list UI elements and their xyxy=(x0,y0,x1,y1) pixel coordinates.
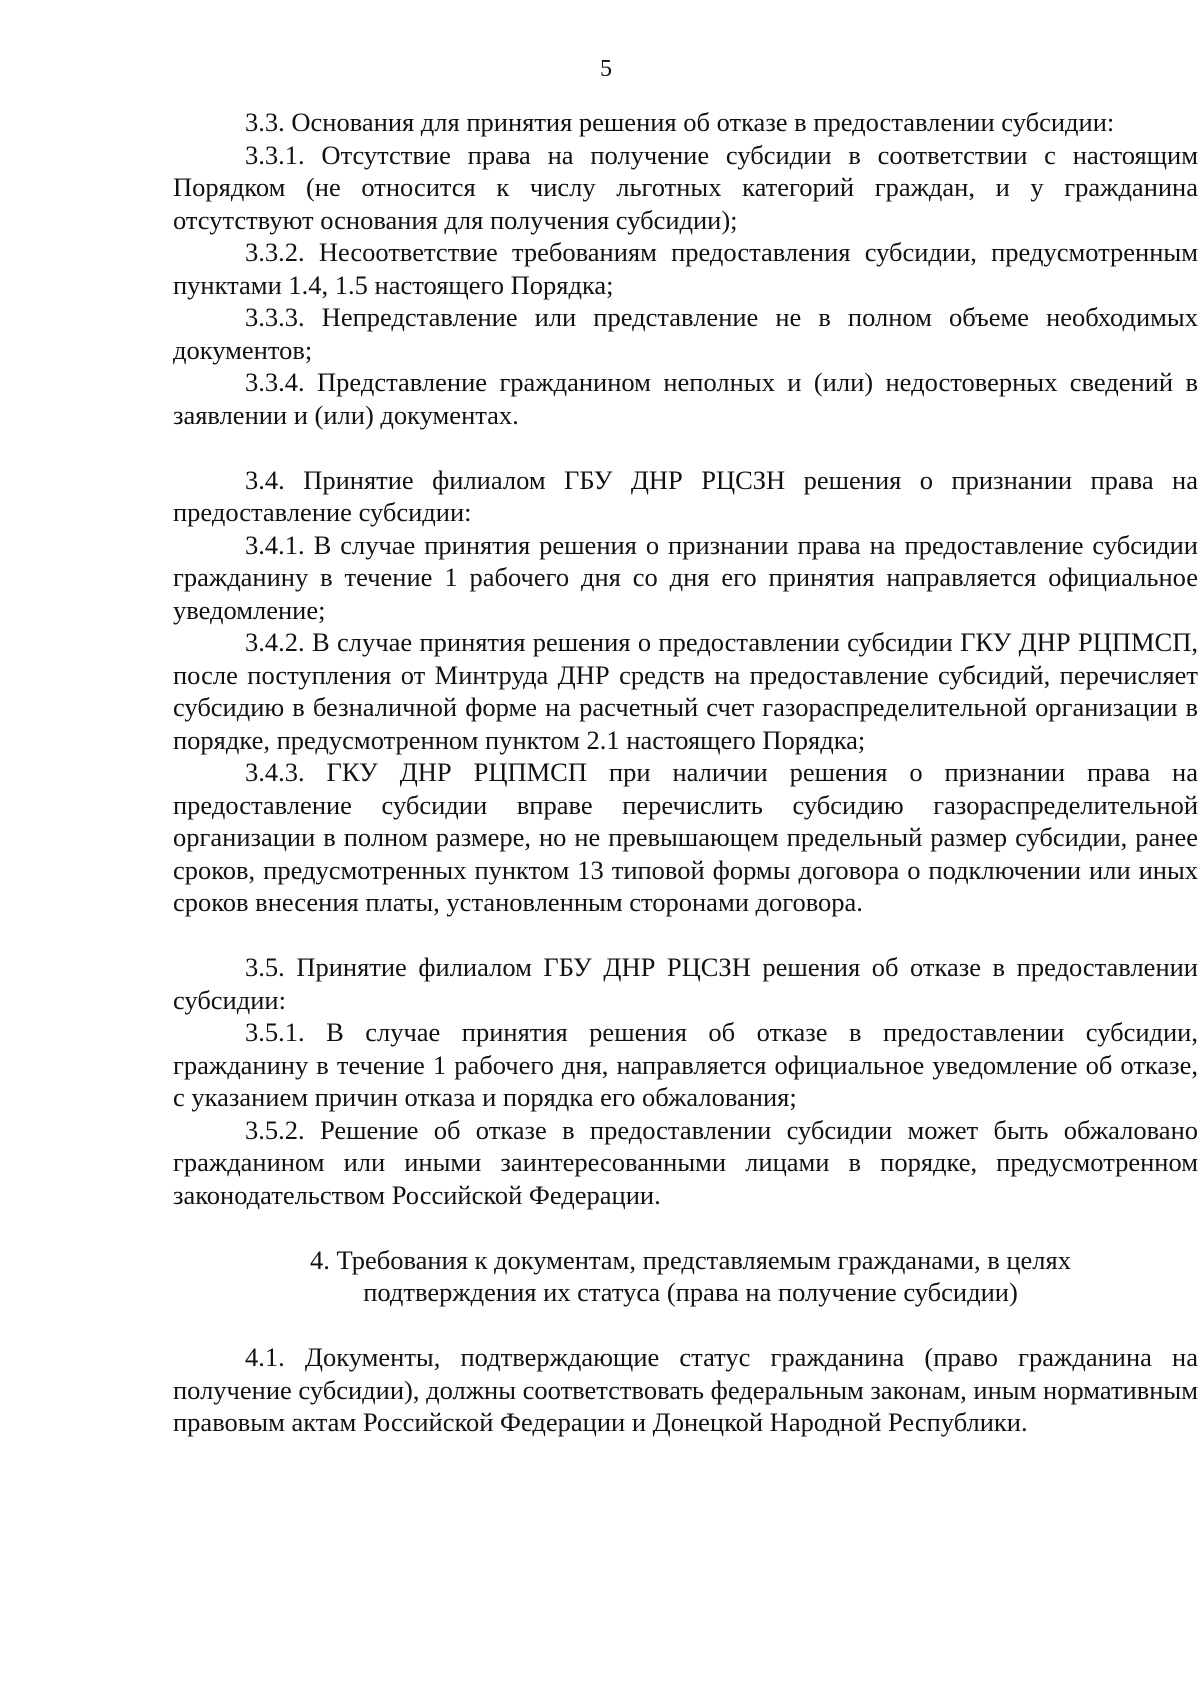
section-heading-4: 4. Требования к документам, представляемым гражданами, в целях подтверждения их статуса (права на получение субсидии) xyxy=(310,1244,1071,1307)
paragraph-3-3-4: 3.3.4. Представление гражданином неполных и (или) недостоверных сведений в заявлении и (или) документах. xyxy=(173,367,1198,430)
paragraph-3-4: 3.4. Принятие филиалом ГБУ ДНР РЦСЗН решения о признании права на предоставление субсидии: xyxy=(173,464,1198,527)
paragraph-gap xyxy=(173,1211,1198,1244)
paragraph-3-5: 3.5. Принятие филиалом ГБУ ДНР РЦСЗН решения об отказе в предоставлении субсидии: xyxy=(173,952,1198,1015)
paragraph-4-1: 4.1. Документы, подтверждающие статус гражданина (право гражданина на получение субсидии), должны соответствовать федеральным законам, иным нормативным правовым актам Российской Федерации и Донецкой Народной Республики. xyxy=(173,1342,1198,1437)
paragraph-3-4-2: 3.4.2. В случае принятия решения о предоставлении субсидии ГКУ ДНР РЦПМСП, после поступления от Минтруда ДНР средств на предоставление субсидий, перечисляет субсидию в безналичной форме на расчетный счет газораспределительной организации в порядке, предусмотренном пунктом 2.1 настоящего Порядка; xyxy=(173,627,1198,755)
page-number: 5 xyxy=(600,56,612,82)
paragraph-gap xyxy=(173,1309,1198,1342)
paragraph-3-5-1: 3.5.1. В случае принятия решения об отказе в предоставлении субсидии, гражданину в течение 1 рабочего дня, направляется официальное уведомление об отказе, с указанием причин отказа и порядка его обжалования; xyxy=(173,1017,1198,1112)
paragraph-3-3-3: 3.3.3. Непредставление или представление не в полном объеме необходимых документов; xyxy=(173,302,1198,365)
document-body xyxy=(173,106,1198,1439)
paragraph-3-3-2: 3.3.2. Несоответствие требованиям предоставления субсидии, предусмотренным пунктами 1.4, 1.5 настоящего Порядка; xyxy=(173,237,1198,300)
paragraph-3-4-1: 3.4.1. В случае принятия решения о признании права на предоставление субсидии гражданину в течение 1 рабочего дня со дня его принятия направляется официальное уведомление; xyxy=(173,529,1198,625)
paragraph-3-4-3: 3.4.3. ГКУ ДНР РЦПМСП при наличии решения о признании права на предоставление субсидии вправе перечислить субсидию газораспределительной организации в полном размере, но не превышающем предельный размер субсидии, ранее сроков, предусмотренных пунктом 13 типовой формы договора о подключении или иных сроков внесения платы, установленным сторонами договора. xyxy=(173,757,1198,917)
paragraph-gap xyxy=(173,919,1198,952)
paragraph-3-3: 3.3. Основания для принятия решения об отказе в предоставлении субсидии: xyxy=(245,107,1115,137)
paragraph-3-3-1: 3.3.1. Отсутствие права на получение субсидии в соответствии с настоящим Порядком (не относится к числу льготных категорий граждан, и у гражданина отсутствуют основания для получения субсидии); xyxy=(173,139,1198,235)
paragraph-3-5-2: 3.5.2. Решение об отказе в предоставлении субсидии может быть обжаловано гражданином или иными заинтересованными лицами в порядке, предусмотренном законодательством Российской Федерации. xyxy=(173,1114,1198,1210)
paragraph-gap xyxy=(173,431,1198,464)
